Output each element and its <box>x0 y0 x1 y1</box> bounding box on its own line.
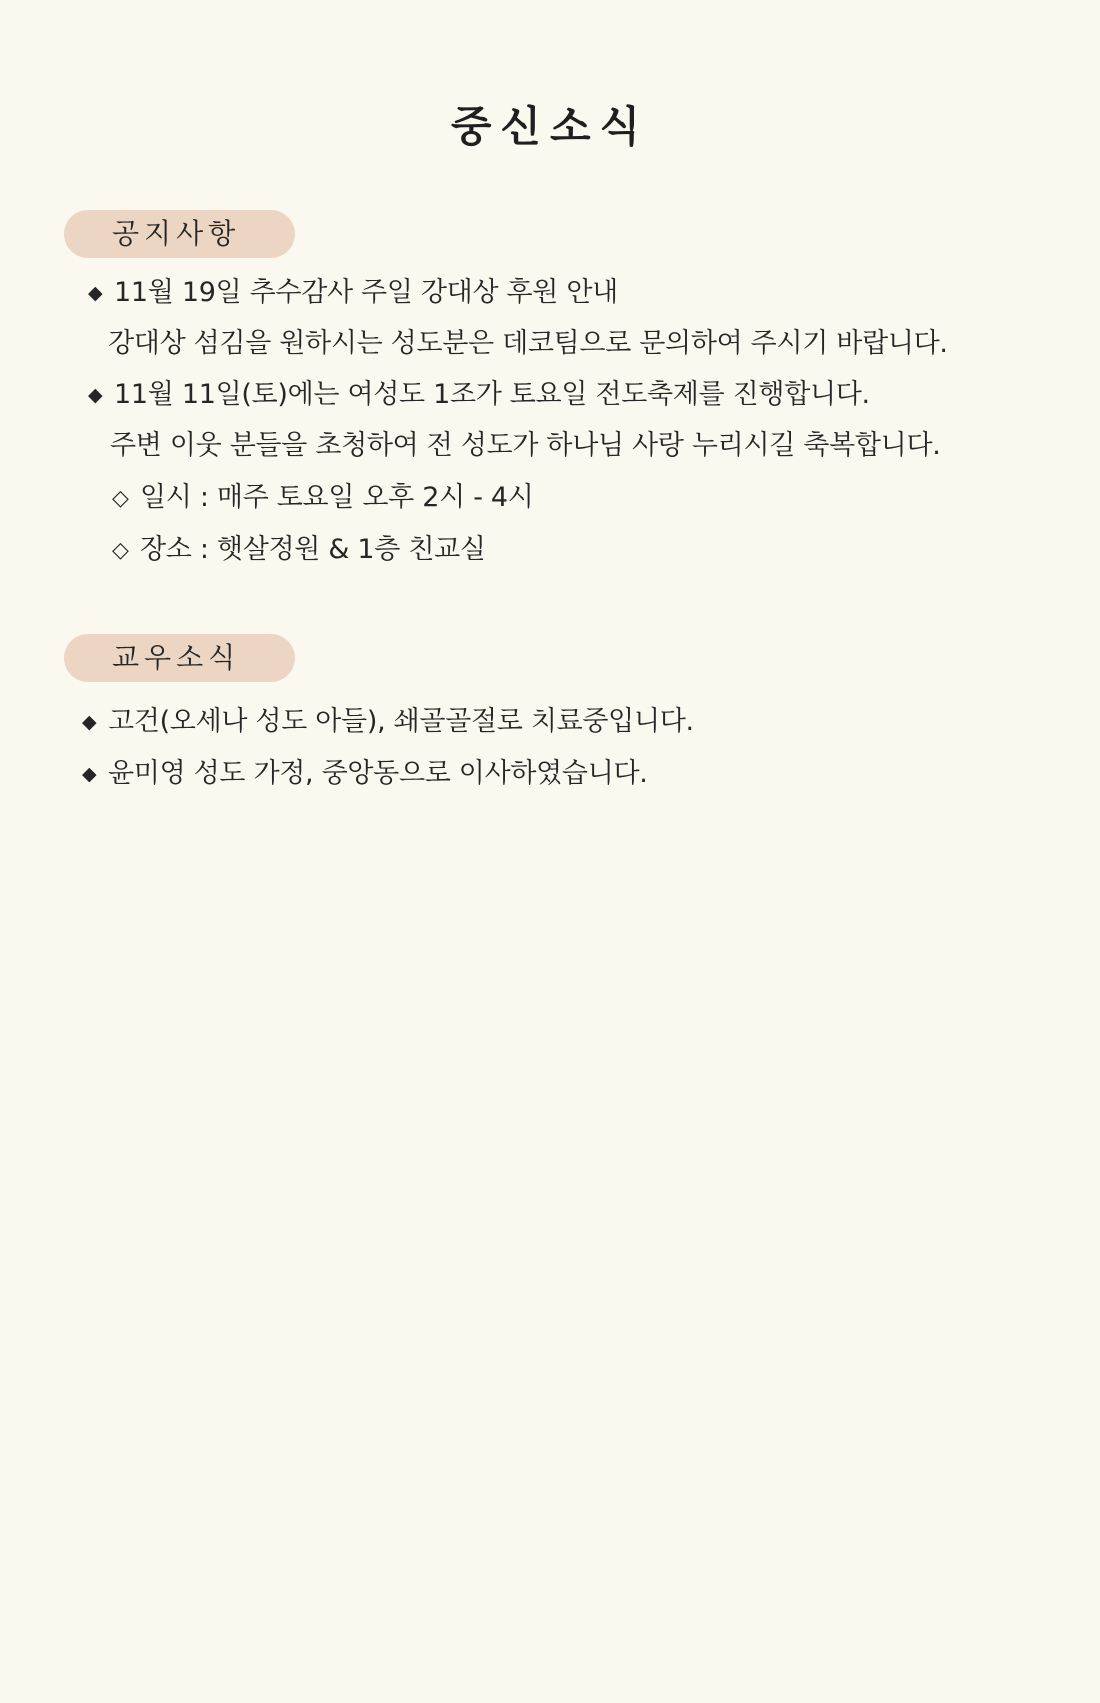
notice-item-2 <box>88 375 870 415</box>
notice-item-2-location <box>112 530 486 571</box>
member-news-text: 윤미영 성도 가정, 중앙동으로 이사하였습니다. <box>108 758 648 789</box>
hollow-diamond-bullet-icon: ◇ <box>112 486 129 511</box>
page-title: 중신소식 <box>450 102 650 151</box>
notices-section-label: 공지사항 <box>64 210 295 258</box>
diamond-bullet-icon: ◆ <box>88 384 103 406</box>
member-news-text: 고건(오세나 성도 아들), 쇄골골절로 치료중입니다. <box>108 706 694 737</box>
notice-item-2-heading: 11월 11일(토)에는 여성도 1조가 토요일 전도축제를 진행합니다. <box>114 379 870 410</box>
notice-item-1-body: 강대상 섬김을 원하시는 성도분은 데코팀으로 문의하여 주시기 바랍니다. <box>108 328 948 359</box>
location-text: 장소 : 햇살정원 & 1층 친교실 <box>140 534 486 565</box>
diamond-bullet-icon: ◆ <box>82 763 97 785</box>
members-section-label: 교우소식 <box>64 634 295 682</box>
diamond-bullet-icon: ◆ <box>88 282 103 304</box>
notice-item-1 <box>88 273 618 313</box>
notice-item-2-schedule <box>112 478 534 519</box>
notice-item-2-body: 주변 이웃 분들을 초청하여 전 성도가 하나님 사랑 누리시길 축복합니다. <box>110 430 941 461</box>
diamond-bullet-icon: ◆ <box>82 711 97 733</box>
schedule-text: 일시 : 매주 토요일 오후 2시 - 4시 <box>140 482 534 513</box>
member-news-item-1 <box>82 702 694 742</box>
hollow-diamond-bullet-icon: ◇ <box>112 538 129 563</box>
member-news-item-2 <box>82 754 648 794</box>
notice-item-1-heading: 11월 19일 추수감사 주일 강대상 후원 안내 <box>114 277 618 308</box>
